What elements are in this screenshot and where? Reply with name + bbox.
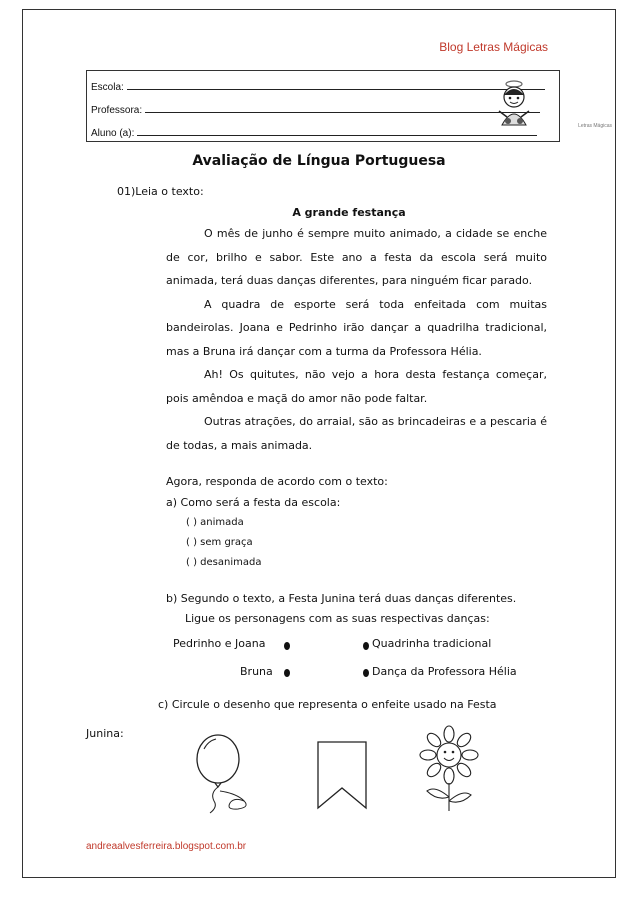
bandeirola-flag-icon[interactable] — [314, 738, 370, 812]
student-field[interactable] — [137, 126, 537, 136]
footer-url[interactable]: andreaalvesferreira.blogspot.com.br — [86, 841, 247, 852]
balloon-icon[interactable] — [190, 733, 260, 818]
paragraph: Outras atrações, do arraial, são as brincadeiras e a pescaria é de todas, a mais animada. — [166, 415, 547, 452]
question-b-line2: Ligue os personagens com as suas respectivas danças: — [185, 612, 490, 625]
paragraph: A quadra de esporte será toda enfeitada com muitas bandeirolas. Joana e Pedrinho irão dançar a quadrilha tradicional, mas a Bruna irá dançar com a turma da Professora Hélia. — [166, 297, 547, 358]
blog-title: Blog Letras Mágicas — [439, 40, 548, 54]
reading-text — [166, 222, 547, 457]
page-title: Avaliação de Língua Portuguesa — [192, 153, 446, 169]
school-line — [91, 80, 545, 93]
school-field[interactable] — [127, 80, 545, 90]
student-label: Aluno (a): — [91, 128, 135, 139]
match-dot-left-1[interactable] — [284, 642, 290, 650]
logo-caption: Letras Mágicas — [578, 123, 612, 129]
paragraph: Ah! Os quitutes, não vejo a hora desta festança começar, pois amêndoa e maçã do amor não pode faltar. — [166, 368, 547, 405]
match-right-quadrilha: Quadrinha tradicional — [372, 637, 492, 650]
question-1-prompt: 01)Leia o texto: — [117, 185, 204, 198]
question-a: a) Como será a festa da escola: — [166, 496, 341, 509]
option-sem-graca[interactable]: ( ) sem graça — [186, 537, 253, 548]
match-right-danca-helia: Dança da Professora Hélia — [372, 665, 517, 678]
student-line — [91, 126, 537, 139]
question-b-line1: b) Segundo o texto, a Festa Junina terá duas danças diferentes. — [166, 592, 517, 605]
paragraph: O mês de junho é sempre muito animado, a cidade se enche de cor, brilho e sabor. Este ano a festa da escola será muito animada, terá duas danças diferentes, para ninguém ficar parado. — [166, 227, 547, 287]
question-c-line1: c) Circule o desenho que representa o enfeite usado na Festa — [158, 698, 497, 711]
match-dot-right-1[interactable] — [363, 642, 369, 650]
flower-icon[interactable] — [410, 725, 488, 813]
school-label: Escola: — [91, 82, 124, 93]
match-dot-right-2[interactable] — [363, 669, 369, 677]
teacher-label: Professora: — [91, 105, 143, 116]
match-dot-left-2[interactable] — [284, 669, 290, 677]
teacher-line — [91, 103, 540, 116]
option-desanimada[interactable]: ( ) desanimada — [186, 557, 262, 568]
option-animada[interactable]: ( ) animada — [186, 517, 244, 528]
letras-magicas-logo — [483, 77, 545, 141]
text-title: A grande festança — [292, 206, 406, 219]
match-left-pedrinho-joana: Pedrinho e Joana — [173, 637, 266, 650]
teacher-field[interactable] — [145, 103, 540, 113]
instruction: Agora, responda de acordo com o texto: — [166, 475, 388, 488]
match-left-bruna: Bruna — [240, 665, 273, 678]
student-info-box — [86, 70, 560, 142]
question-c-line2: Junina: — [86, 727, 124, 740]
